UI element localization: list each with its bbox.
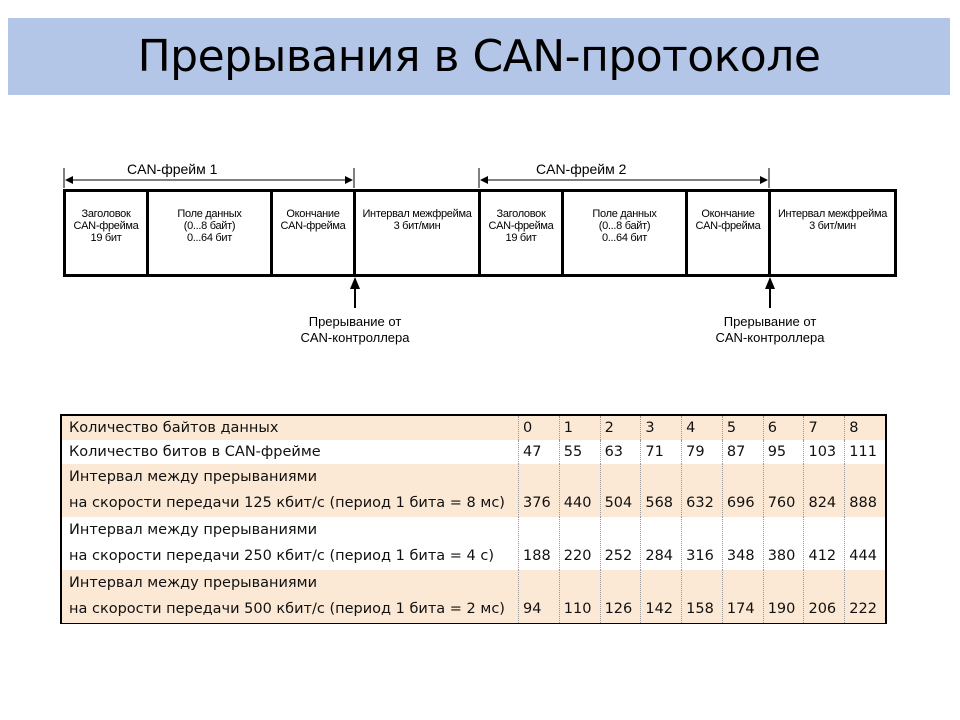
segment-header-1: Заголовок CAN-фрейма 19 бит bbox=[66, 191, 149, 275]
table-row-bits bbox=[62, 440, 885, 464]
table-cell: 632 bbox=[682, 464, 723, 517]
segment-data-2: Поле данных (0...8 байт) 0...64 бит bbox=[564, 191, 688, 275]
table-cell: 824 bbox=[804, 464, 845, 517]
table-cell: 220 bbox=[560, 517, 601, 570]
table-cell: 111 bbox=[849, 444, 877, 460]
table-cell: 412 bbox=[804, 517, 845, 570]
page-title: Прерывания в CAN-протоколе bbox=[137, 31, 821, 82]
table-cell: 316 bbox=[682, 517, 723, 570]
table-cell: 7 bbox=[804, 416, 845, 440]
row-label-line1: Интервал между прерываниями bbox=[69, 522, 318, 538]
segment-interframe-2: Интервал межфрейма 3 бит/мин bbox=[777, 208, 888, 232]
table-cell: 79 bbox=[682, 440, 723, 464]
table-cell: 348 bbox=[723, 517, 764, 570]
frame2-right-arrowhead bbox=[760, 176, 768, 184]
segment-end-1: Окончание CAN-фрейма bbox=[273, 191, 356, 275]
row-label bbox=[62, 464, 519, 517]
table-cell: 174 bbox=[723, 570, 764, 623]
table-cell: 94 bbox=[519, 570, 560, 623]
table-cell: 190 bbox=[764, 570, 805, 623]
row-label-line1: Интервал между прерываниями bbox=[69, 575, 318, 591]
table-cell: 103 bbox=[804, 440, 845, 464]
table-cell: 87 bbox=[723, 440, 764, 464]
table-cell: 440 bbox=[560, 464, 601, 517]
table-cell: 888 bbox=[849, 495, 877, 511]
table-cell: 6 bbox=[764, 416, 805, 440]
interrupt2-label: Прерывание от CAN-контроллера bbox=[715, 314, 825, 345]
frame1-label: CAN-фрейм 1 bbox=[124, 161, 220, 177]
table-cell: 55 bbox=[560, 440, 601, 464]
row-label: Количество битов в CAN-фрейме bbox=[62, 440, 519, 464]
table-cell: 504 bbox=[601, 464, 642, 517]
table-cell: 4 bbox=[682, 416, 723, 440]
segment-data-1: Поле данных (0...8 байт) 0...64 бит bbox=[149, 191, 273, 275]
row-label bbox=[62, 517, 519, 570]
table-cell: 110 bbox=[560, 570, 601, 623]
table-cell: 3 bbox=[641, 416, 682, 440]
frame1-left-arrowhead bbox=[65, 176, 73, 184]
table-row-500 bbox=[62, 570, 885, 623]
interrupt1-label: Прерывание от CAN-контроллера bbox=[300, 314, 410, 345]
table-cell: 158 bbox=[682, 570, 723, 623]
table-cell: 284 bbox=[641, 517, 682, 570]
table-cell: 71 bbox=[641, 440, 682, 464]
interrupt2-arrowhead bbox=[765, 277, 775, 289]
interrupt-interval-table bbox=[60, 414, 887, 624]
table-cell: 5 bbox=[723, 416, 764, 440]
table-cell: 0 bbox=[519, 416, 560, 440]
row-label-line2: на скорости передачи 250 кбит/с (период 1 бита = 4 с) bbox=[69, 548, 495, 564]
table-row-250 bbox=[62, 517, 885, 570]
table-cell: 63 bbox=[601, 440, 642, 464]
row-label: Количество байтов данных bbox=[62, 416, 519, 440]
row-label-line2: на скорости передачи 125 кбит/с (период 1 бита = 8 мс) bbox=[69, 495, 505, 511]
table-cell: 222 bbox=[849, 601, 877, 617]
table-cell: 1 bbox=[560, 416, 601, 440]
row-label-line2: на скорости передачи 500 кбит/с (период 1 бита = 2 мс) bbox=[69, 601, 505, 617]
table-cell: 188 bbox=[519, 517, 560, 570]
frame2-left-arrowhead bbox=[480, 176, 488, 184]
table-row-bytes bbox=[62, 416, 885, 440]
frame2-label: CAN-фрейм 2 bbox=[533, 161, 629, 177]
row-label-line1: Интервал между прерываниями bbox=[69, 469, 318, 485]
segment-end-2: Окончание CAN-фрейма bbox=[688, 191, 771, 275]
table-cell: 696 bbox=[723, 464, 764, 517]
segment-header-2: Заголовок CAN-фрейма 19 бит bbox=[481, 191, 564, 275]
interrupt1-arrowhead bbox=[350, 277, 360, 289]
row-label bbox=[62, 570, 519, 623]
segment-interframe-1: Интервал межфрейма 3 бит/мин bbox=[356, 191, 481, 275]
table-cell: 95 bbox=[764, 440, 805, 464]
table-cell: 142 bbox=[641, 570, 682, 623]
table-cell: 376 bbox=[519, 464, 560, 517]
table-cell: 568 bbox=[641, 464, 682, 517]
table-row-125 bbox=[62, 464, 885, 517]
table-cell: 760 bbox=[764, 464, 805, 517]
table-cell: 444 bbox=[849, 548, 877, 564]
table-cell: 380 bbox=[764, 517, 805, 570]
table-cell: 8 bbox=[849, 420, 859, 436]
table-cell: 206 bbox=[804, 570, 845, 623]
table-cell: 2 bbox=[601, 416, 642, 440]
frame1-right-arrowhead bbox=[345, 176, 353, 184]
table-cell: 47 bbox=[519, 440, 560, 464]
table-cell: 252 bbox=[601, 517, 642, 570]
table-cell: 126 bbox=[601, 570, 642, 623]
